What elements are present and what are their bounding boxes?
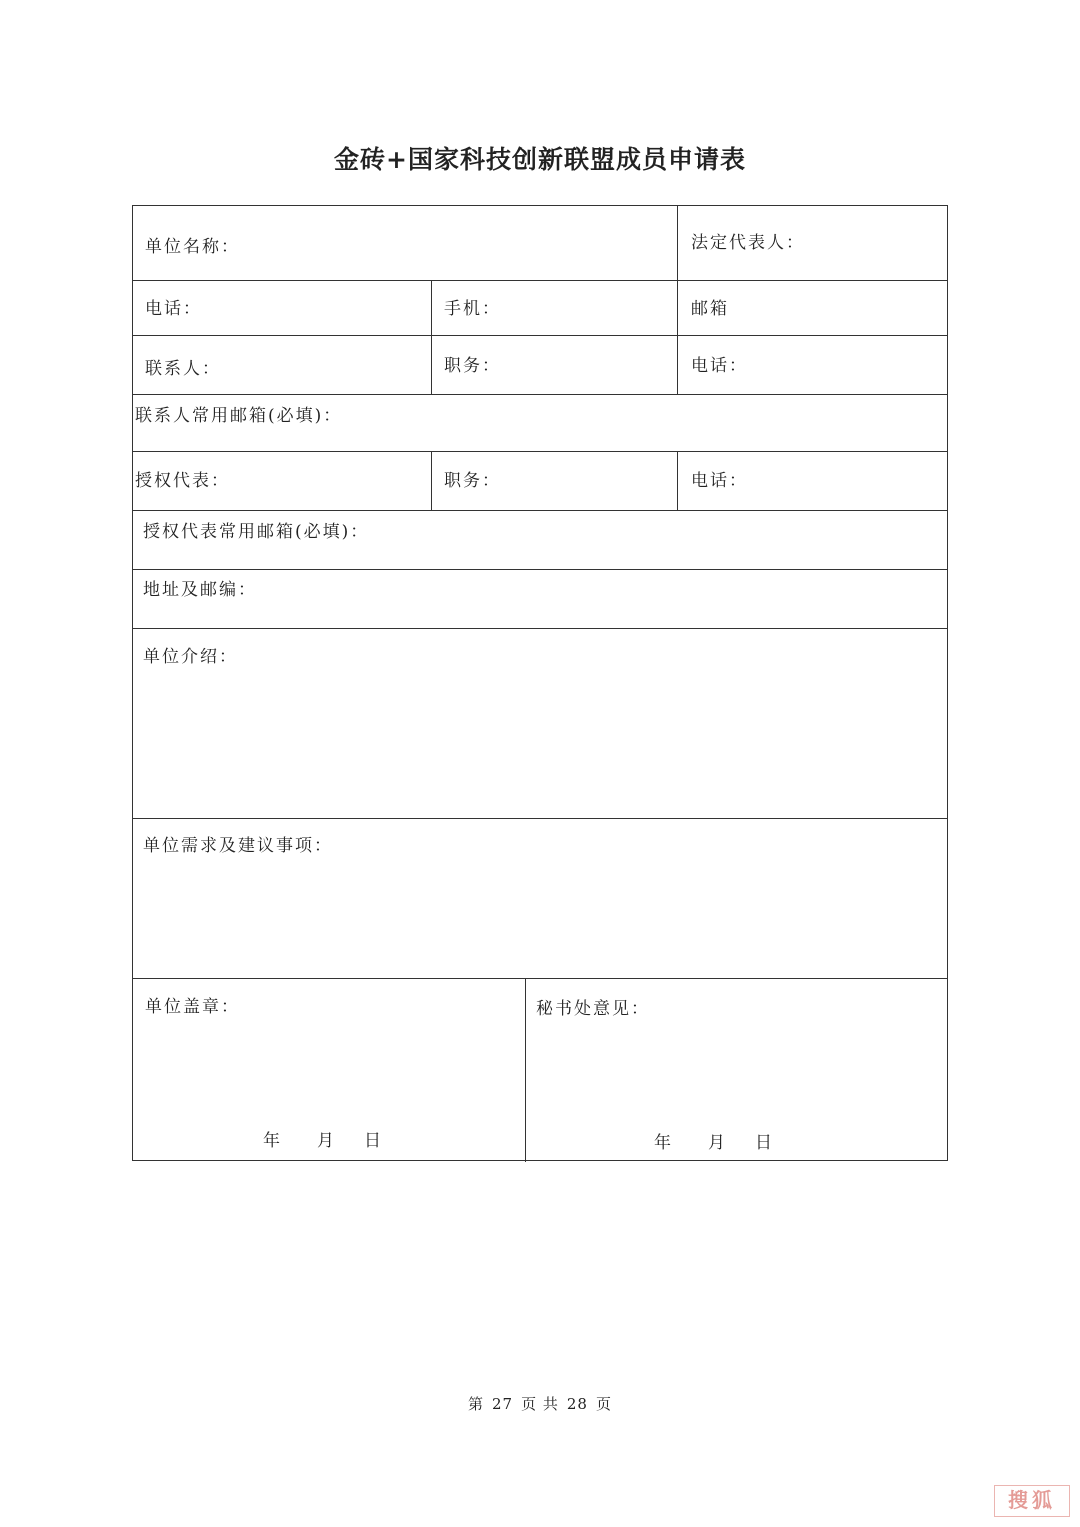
column-divider	[431, 451, 432, 510]
watermark-logo: 搜狐	[994, 1485, 1070, 1517]
contact-email-label: 联系人常用邮箱(必填)：	[135, 406, 343, 426]
page-total: 28	[566, 1395, 588, 1413]
auth-phone-label: 电话：	[691, 471, 748, 491]
row-divider	[133, 978, 947, 979]
page-mid: 页 共	[521, 1395, 559, 1413]
column-divider	[431, 280, 432, 394]
auth-email-label: 授权代表常用邮箱(必填)：	[143, 522, 370, 542]
seal-day: 日	[364, 1131, 381, 1151]
row-divider	[133, 818, 947, 819]
row-divider	[133, 569, 947, 570]
row-divider	[133, 451, 947, 452]
contact-position-label: 职务：	[444, 356, 501, 376]
contact-phone-label: 电话：	[691, 356, 748, 376]
page-suffix: 页	[595, 1395, 612, 1413]
secretariat-label: 秘书处意见：	[536, 999, 650, 1019]
page-prefix: 第	[468, 1395, 485, 1413]
row-divider	[133, 280, 947, 281]
legal-rep-label: 法定代表人：	[691, 233, 805, 253]
mobile-label: 手机：	[444, 299, 501, 319]
secretariat-month: 月	[708, 1133, 725, 1153]
phone-label: 电话：	[145, 299, 202, 319]
intro-label: 单位介绍：	[143, 647, 238, 667]
secretariat-day: 日	[755, 1133, 772, 1153]
auth-position-label: 职务：	[444, 471, 501, 491]
page-number	[0, 1393, 1080, 1414]
column-divider	[677, 451, 678, 510]
row-divider	[133, 335, 947, 336]
application-form-table	[132, 205, 948, 1161]
seal-year: 年	[263, 1131, 280, 1151]
column-divider	[677, 206, 678, 394]
column-divider	[525, 978, 526, 1162]
unit-name-label: 单位名称：	[145, 237, 240, 257]
seal-month: 月	[317, 1131, 334, 1151]
address-label: 地址及邮编：	[143, 580, 257, 600]
contact-person-label: 联系人：	[145, 359, 221, 379]
auth-rep-label: 授权代表：	[135, 471, 230, 491]
row-divider	[133, 510, 947, 511]
page-current: 27	[492, 1395, 514, 1413]
secretariat-year: 年	[654, 1133, 671, 1153]
email-label: 邮箱	[691, 299, 729, 319]
form-title: 金砖+国家科技创新联盟成员申请表	[334, 145, 746, 174]
seal-label: 单位盖章：	[145, 997, 240, 1017]
row-divider	[133, 394, 947, 395]
row-divider	[133, 628, 947, 629]
needs-label: 单位需求及建议事项：	[143, 836, 333, 856]
